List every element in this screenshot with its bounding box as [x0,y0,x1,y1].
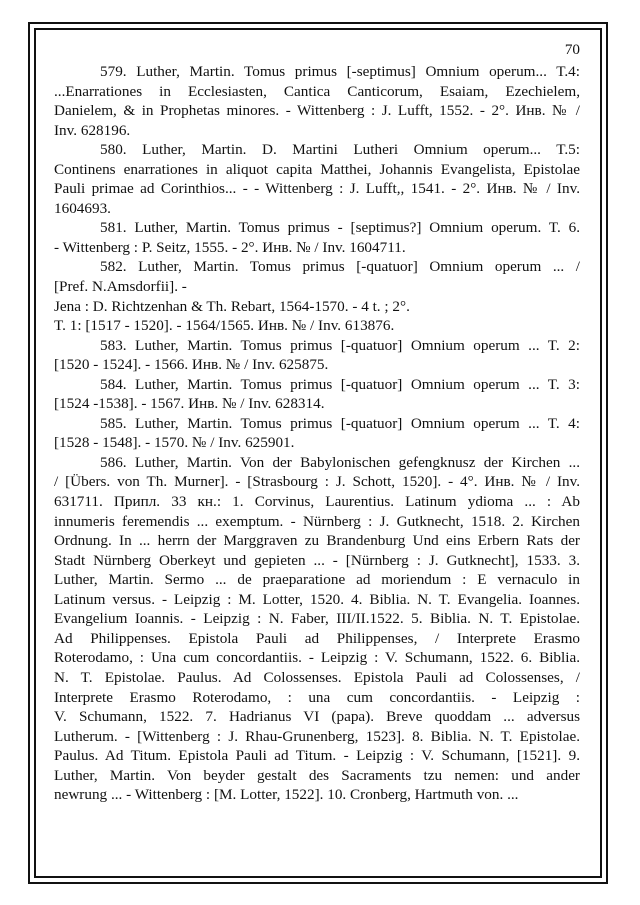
entry-line: Continens enarrationes in aliquot capita Matthei, Johannis Evangelista, Epistolae [54,160,580,178]
catalog-entry-582 [54,257,580,335]
entry-line: Paulus. Ad Titum. Epistola Pauli ad Titum. - Leipzig : V. Schumann, [1521]. 9. [54,747,580,765]
catalog-entry-585 [54,414,580,453]
entry-line: - Wittenberg : P. Seitz, 1555. - 2°. Инв. № / Inv. 1604711. [54,238,406,256]
entry-line: 585. Luther, Martin. Tomus primus [-quatuor] Omnium operum ... T. 4: [100,414,580,432]
entry-line: Ad Philippenses. Epistola Pauli ad Philippenses, / Interprete Erasmo [54,629,580,647]
entry-line: 581. Luther, Martin. Tomus primus - [septimus?] Omnium operum. T. 6. [100,219,580,237]
catalog-page [54,38,580,805]
entry-list [54,62,580,805]
entry-line: Jena : D. Richtzenhan & Th. Rebart, 1564-1570. - 4 t. ; 2°. [54,297,410,315]
entry-line: Inv. 628196. [54,121,131,139]
entry-line: 631711. Припл. 33 кн.: 1. Corvinus, Laurentius. Latinum ydioma ... : Ab [54,493,580,511]
entry-line: [1520 - 1524]. - 1566. Инв. № / Inv. 625875. [54,356,329,374]
entry-line: Stadt Nürnberg Oberkeyt und gepieten ... - [Nürnberg : J. Gutknecht], 1533. 3. [54,551,580,569]
entry-line: 579. Luther, Martin. Tomus primus [-septimus] Omnium operum... T.4: [100,63,580,80]
entry-line: ...Enarrationes in Ecclesiasten, Cantica Canticorum, Esaiam, Ezechielem, [54,82,580,100]
entry-line: 586. Luther, Martin. Von der Babylonischen gefengknusz der Kirchen ... [100,453,580,471]
entry-line: newrung ... - Wittenberg : [M. Lotter, 1522]. 10. Cronberg, Hartmuth von. ... [54,786,519,804]
entry-line: Ordnung. In ... herrn der Marggraven zu Brandenburg Und eins Erbern Rats der [54,532,580,550]
entry-line: [1528 - 1548]. - 1570. № / Inv. 625901. [54,434,295,452]
catalog-entry-580 [54,140,580,218]
entry-line: T. 1: [1517 - 1520]. - 1564/1565. Инв. № / Inv. 613876. [54,317,395,335]
entry-line: Luther, Martin. Sermo ... de praeparatione ad moriendum : E vernaculo in [54,571,580,589]
entry-line: N. T. Epistolae. Paulus. Ad Colossenses. Epistola Pauli ad Colossenses, / [54,668,580,686]
entry-line: 582. Luther, Martin. Tomus primus [-quatuor] Omnium operum ... / [100,258,580,276]
catalog-entry-583 [54,336,580,375]
entry-line: / [Übers. von Th. Murner]. - [Strasbourg : J. Schott, 1520]. - 4°. Инв. № / Inv. [54,473,580,491]
entry-line: innumeris feremendis ... exemptum. - Nürnberg : J. Gutknecht, 1518. 2. Kirchen [54,512,580,530]
entry-line: 580. Luther, Martin. D. Martini Lutheri Omnium operum... T.5: [100,141,580,159]
entry-line: Lutherum. - [Wittenberg : J. Rhau-Grunenberg, 1523]. 8. Biblia. N. T. Epistolae. [54,727,580,745]
entry-line: Roterodamo, : Una cum concordantiis. - Leipzig : V. Schumann, 1522. 6. Biblia. [54,649,580,667]
entry-line: [Pref. N.Amsdorfii]. - [54,278,187,296]
entry-line: Danielem, & in Prophetas minores. - Wittenberg : J. Lufft, 1552. - 2°. Инв. № / [54,102,580,120]
page-number: 70 [564,41,580,58]
entry-line: 583. Luther, Martin. Tomus primus [-quatuor] Omnium operum ... T. 2: [100,336,580,354]
entry-line: V. Schumann, 1522. 7. Hadrianus VI (papa). Breve quoddam ... adversus [54,708,580,726]
entry-line: Pauli primae ad Corinthios... - - Wittenberg : J. Lufft,, 1541. - 2°. Инв. № / Inv. [54,180,580,198]
entry-line: 1604693. [54,199,111,217]
catalog-entry-581 [54,218,580,257]
entry-line: [1524 -1538]. - 1567. Инв. № / Inv. 628314. [54,395,325,413]
catalog-entry-586 [54,453,580,805]
entry-line: Interprete Erasmo Roterodamo, : una cum concordantiis. - Leipzig : [54,688,580,706]
entry-line: Latinum versus. - Leipzig : M. Lotter, 1520. 4. Biblia. N. T. Evangelia. Ioannes. [54,590,580,608]
entry-line: Evangelium Ioannis. - Leipzig : N. Faber, III/II.1522. 5. Biblia. N. T. Epistolae. [54,610,580,628]
catalog-entry-579 [54,62,580,140]
catalog-entry-584 [54,375,580,414]
entry-line: 584. Luther, Martin. Tomus primus [-quatuor] Omnium operum ... T. 3: [100,375,580,393]
entry-line: Luther, Martin. Von beyder gestalt des Sacraments tzu nemen: und ander [54,766,580,784]
